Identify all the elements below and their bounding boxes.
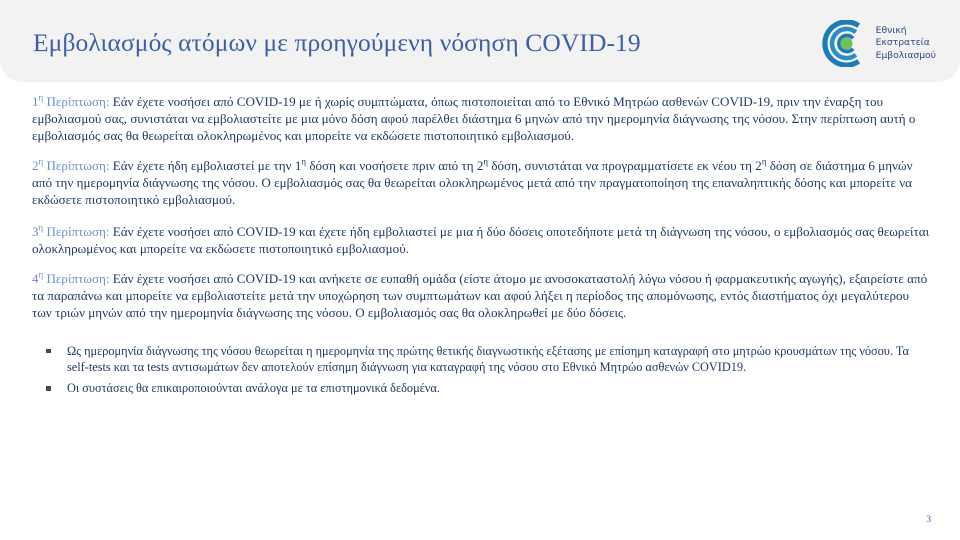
case-word-2: Περίπτωση: (43, 157, 110, 173)
logo-line-2: Εκστρατεία (875, 37, 930, 49)
case-paragraph-2 (32, 158, 932, 209)
case-number-2: 2 (32, 157, 39, 173)
list-item-text: Οι συστάσεις θα επικαιροποιούνται ανάλογα με τα επιστημονικά δεδομένα. (67, 381, 440, 396)
dose-ordinal-2a: η (301, 156, 307, 167)
logo-text (876, 25, 936, 62)
case-label-1 (32, 94, 110, 109)
case-text-2c: δόση, συνιστάται να προγραμματίσετε εκ νέου τη 2 (488, 157, 762, 173)
case-ordinal-1: η (38, 92, 44, 103)
case-word-4: Περίπτωση: (43, 271, 110, 287)
case-text-2b: δόση και νοσήσετε πριν από τη 2 (306, 157, 484, 173)
list-item (42, 381, 932, 397)
case-paragraph-4 (32, 271, 932, 322)
list-item (42, 344, 932, 375)
case-label-3 (32, 224, 110, 239)
case-word-1: Περίπτωση: (43, 94, 110, 109)
case-number-3: 3 (32, 224, 39, 240)
square-bullet-icon (46, 386, 51, 391)
case-paragraph-1 (32, 94, 932, 145)
slide-content (32, 94, 932, 403)
case-label-4 (32, 271, 110, 286)
case-number-1: 1 (32, 94, 39, 109)
case-text-1: Εάν έχετε νοσήσει από COVID-19 με ή χωρίς συμπτώματα, όπως πιστοποιείται από το Εθνικό Μητρώο ασθενών COVID-19, πριν την έναρξη του εμβολιασμού σας, συνιστάται να εμβολιαστείτε με μια μόνο δόση αφού παρέλθει διάστημα 6 μηνών από την ημερομηνία διάγνωσης της νόσου. Στην περίπτωση αυτή ο εμβολιασμός σας θα θεωρείται ολοκληρωμένος και μπορείτε να εκδώσετε πιστοποιητικό εμβολιασμού. (32, 94, 916, 143)
logo-line-1: Εθνική (875, 25, 907, 37)
case-word-3: Περίπτωση: (43, 224, 110, 240)
page-title: Εμβολιασμός ατόμων με προηγούμενη νόσηση COVID-19 (33, 28, 641, 57)
square-bullet-icon (46, 349, 51, 354)
case-number-4: 4 (32, 271, 39, 287)
case-text-2d: δόση σε διάστημα 6 μηνών από την ημερομηνία διάγνωσης της νόσου. Ο εμβολιασμός σας θα θεωρείται ολοκληρωμένος μετά από την πραγματοποίηση της επαναληπτικής δόσης και μπορείτε να εκδώσετε πιστοποιητικό εμβολιασμού. (32, 157, 913, 207)
page-number: 3 (926, 515, 931, 525)
case-text-4: Εάν έχετε νοσήσει από COVID-19 και ανήκετε σε ευπαθή ομάδα (είστε άτομο με ανοσοκαταστολή λόγω νόσου ή φαρμακευτικής αγωγής), εξαιρείστε από τα παραπάνω και μπορείτε να εμβολιαστείτε μετά την υποχώρηση των συμπτωμάτων και αφού λήξει η περίοδος της απομόνωσης, εντός διαστήματος όχι μεγαλύτερου των τριών μηνών από την ημερομηνία διάγνωσης της νόσου. Ο εμβολιασμός σας θα ολοκληρωθεί με δύο δόσεις. (32, 271, 928, 321)
case-text-2a: Εάν έχετε ήδη εμβολιαστεί με την 1 (109, 157, 302, 173)
notes-list (32, 344, 932, 397)
case-label-2 (32, 158, 110, 173)
case-ordinal-4: η (38, 269, 44, 280)
logo-line-3: Εμβολιασμού (875, 49, 936, 61)
case-paragraph-3 (32, 224, 932, 258)
list-item-text: Ως ημερομηνία διάγνωσης της νόσου θεωρείται η ημερομηνία της πρώτης θετικής διαγνωστικής εξέτασης με επίσημη καταγραφή στο μητρώο κρουσμάτων της νόσου. Τα self-tests και τα tests αντισωμάτων δεν αποτελούν επίσημη διάγνωση για καταγραφή της νόσου στο Εθνικό Μητρώο ασθενών COVID19. (67, 343, 909, 374)
vaccination-campaign-logo-icon (822, 20, 869, 67)
case-ordinal-2: η (38, 156, 44, 167)
dose-ordinal-2c: η (761, 156, 767, 167)
dose-ordinal-2b: η (483, 156, 489, 167)
case-text-3: Εάν έχετε νοσήσει από COVID-19 και έχετε ήδη εμβολιαστεί με μια ή δύο δόσεις οποτεδήποτε μετά τη διάγνωση της νόσου, ο εμβολιασμός σας θεωρείται ολοκληρωμένος και μπορείτε να εκδώσετε πιστοποιητικό εμβολιασμού. (32, 224, 930, 257)
logo (822, 20, 936, 67)
case-ordinal-3: η (38, 223, 44, 234)
